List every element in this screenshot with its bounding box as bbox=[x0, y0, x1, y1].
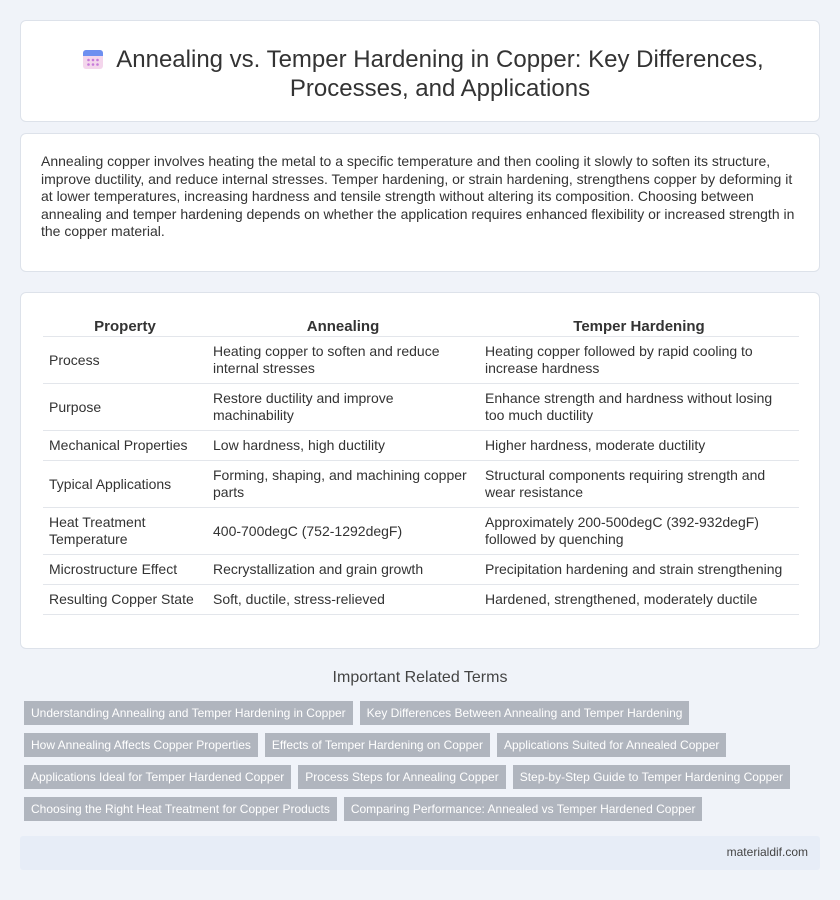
related-tag[interactable]: Step-by-Step Guide to Temper Hardening Copper bbox=[513, 765, 790, 789]
cell-temper-hardening: Heating copper followed by rapid cooling to increase hardness bbox=[479, 337, 799, 384]
related-tag[interactable]: Key Differences Between Annealing and Temper Hardening bbox=[360, 701, 690, 725]
related-tag[interactable]: Choosing the Right Heat Treatment for Copper Products bbox=[24, 797, 337, 821]
tag-row bbox=[24, 797, 824, 821]
cell-annealing: Soft, ductile, stress-relieved bbox=[207, 585, 479, 615]
related-tag[interactable]: Applications Ideal for Temper Hardened Copper bbox=[24, 765, 291, 789]
cell-temper-hardening: Structural components requiring strength and wear resistance bbox=[479, 461, 799, 508]
cell-property: Heat Treatment Temperature bbox=[43, 508, 207, 555]
table-row bbox=[43, 461, 799, 508]
title-card bbox=[20, 20, 820, 122]
related-tag[interactable]: Applications Suited for Annealed Copper bbox=[497, 733, 726, 757]
cell-property: Typical Applications bbox=[43, 461, 207, 508]
cell-annealing: 400-700degC (752-1292degF) bbox=[207, 508, 479, 555]
cell-temper-hardening: Hardened, strengthened, moderately ductile bbox=[479, 585, 799, 615]
header-temper-hardening: Temper Hardening bbox=[479, 315, 799, 337]
footer-site-link[interactable]: materialdif.com bbox=[726, 845, 808, 859]
cell-annealing: Heating copper to soften and reduce internal stresses bbox=[207, 337, 479, 384]
related-tag[interactable]: Comparing Performance: Annealed vs Temper Hardened Copper bbox=[344, 797, 703, 821]
tag-row bbox=[24, 701, 824, 725]
footer bbox=[20, 836, 820, 870]
cell-property: Process bbox=[43, 337, 207, 384]
cell-temper-hardening: Higher hardness, moderate ductility bbox=[479, 431, 799, 461]
comparison-table-card bbox=[20, 292, 820, 649]
header-property: Property bbox=[43, 315, 207, 337]
table-row bbox=[43, 555, 799, 585]
cell-property: Purpose bbox=[43, 384, 207, 431]
cell-annealing: Low hardness, high ductility bbox=[207, 431, 479, 461]
related-tag[interactable]: Understanding Annealing and Temper Hardening in Copper bbox=[24, 701, 353, 725]
related-tag[interactable]: Effects of Temper Hardening on Copper bbox=[265, 733, 490, 757]
cell-property: Mechanical Properties bbox=[43, 431, 207, 461]
related-terms-tags bbox=[24, 701, 824, 829]
cell-temper-hardening: Approximately 200-500degC (392-932degF) followed by quenching bbox=[479, 508, 799, 555]
related-tag[interactable]: How Annealing Affects Copper Properties bbox=[24, 733, 258, 757]
cell-annealing: Restore ductility and improve machinability bbox=[207, 384, 479, 431]
header-annealing: Annealing bbox=[207, 315, 479, 337]
table-row bbox=[43, 337, 799, 384]
intro-card bbox=[20, 133, 820, 272]
cell-temper-hardening: Precipitation hardening and strain strengthening bbox=[479, 555, 799, 585]
related-tag[interactable]: Process Steps for Annealing Copper bbox=[298, 765, 505, 789]
table-row bbox=[43, 585, 799, 615]
tag-row bbox=[24, 765, 824, 789]
cell-annealing: Recrystallization and grain growth bbox=[207, 555, 479, 585]
related-terms-title: Important Related Terms bbox=[332, 669, 508, 686]
cell-property: Resulting Copper State bbox=[43, 585, 207, 615]
table-header-row bbox=[43, 315, 799, 337]
page-title: Annealing vs. Temper Hardening in Copper: Key Differences, Processes, and Applications bbox=[116, 46, 764, 102]
tag-row bbox=[24, 733, 824, 757]
table-row bbox=[43, 431, 799, 461]
intro-paragraph: Annealing copper involves heating the metal to a specific temperature and then cooling it slowly to soften its structure, improve ductility, and reduce internal stresses. Temper hardening, or strain hardening, strengthens copper by deforming it at lower temperatures, increasing hardness and tensile strength without altering its composition. Choosing between annealing and temper hardening depends on whether the application requires enhanced flexibility or increased strength in the copper material. bbox=[41, 153, 795, 240]
cell-temper-hardening: Enhance strength and hardness without losing too much ductility bbox=[479, 384, 799, 431]
comparison-table bbox=[43, 315, 799, 615]
table-row bbox=[43, 384, 799, 431]
cell-annealing: Forming, shaping, and machining copper parts bbox=[207, 461, 479, 508]
table-row bbox=[43, 508, 799, 555]
cell-property: Microstructure Effect bbox=[43, 555, 207, 585]
